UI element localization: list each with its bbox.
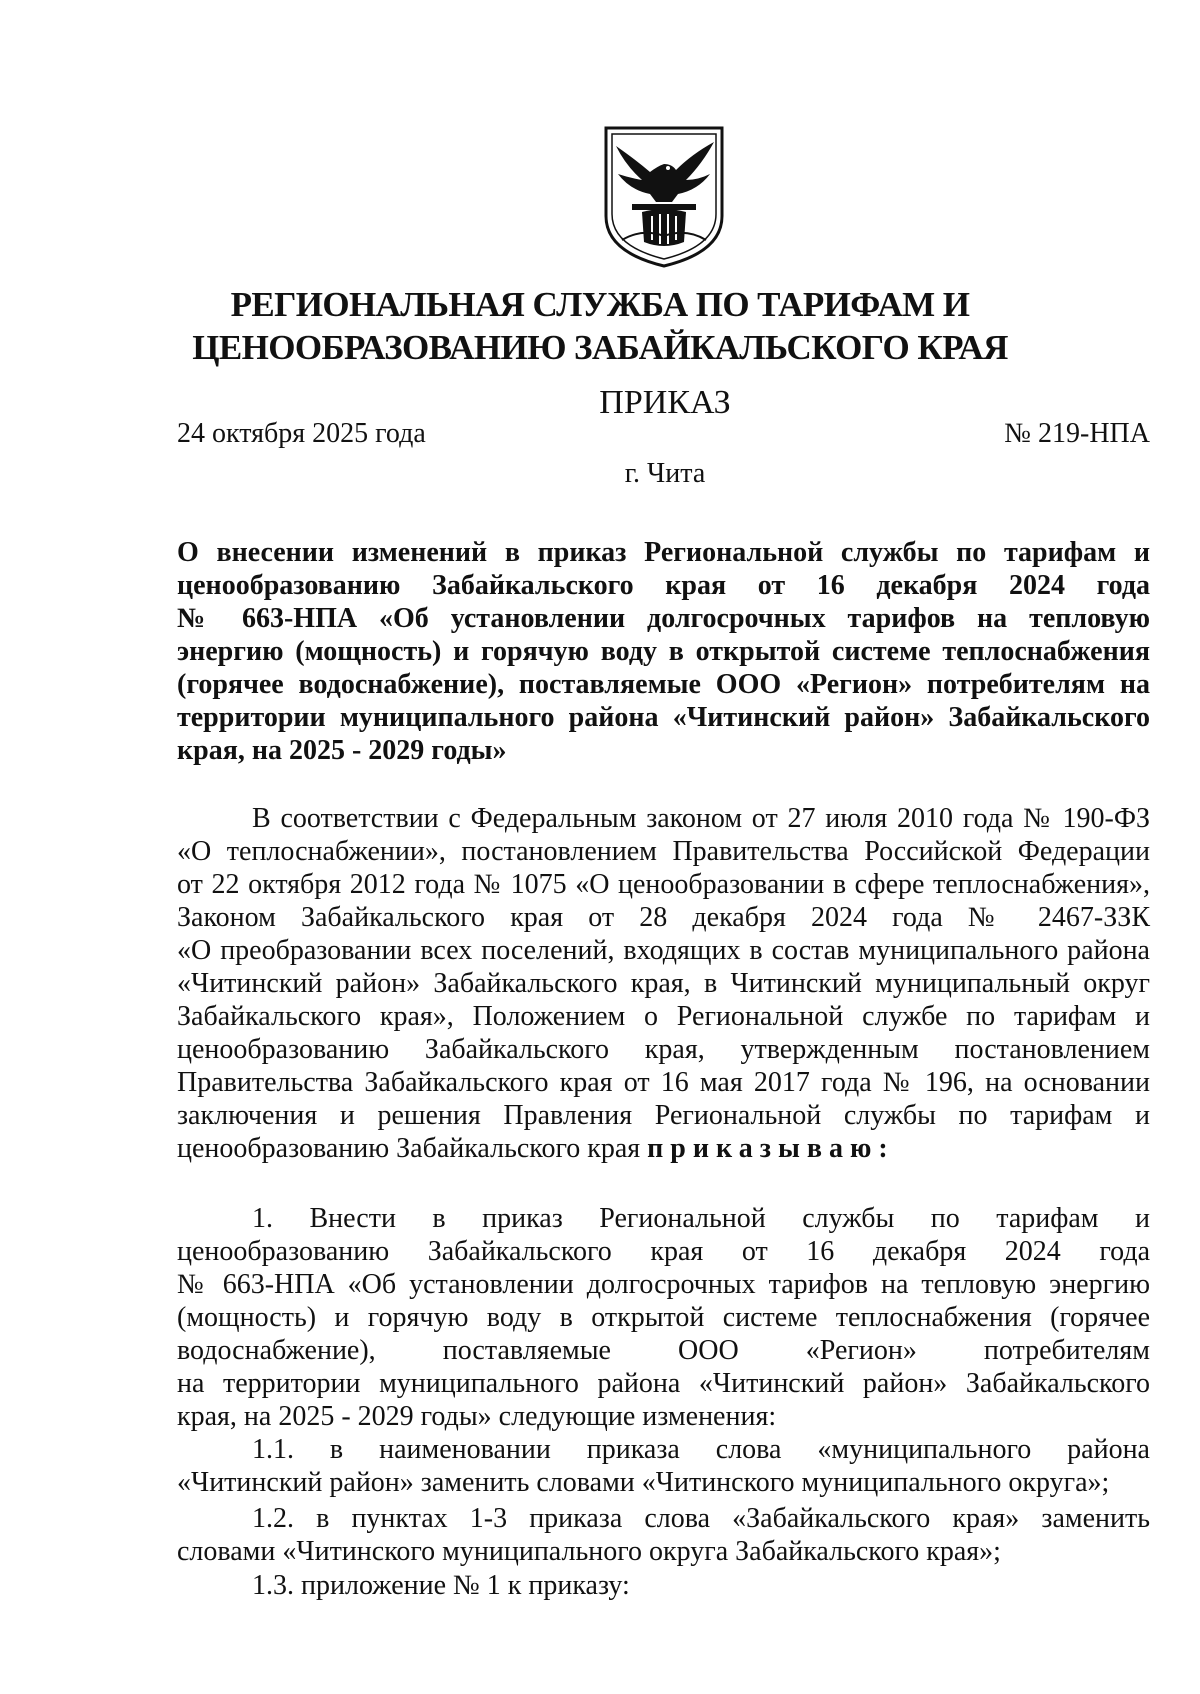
item-1-2-line: 1.2. в пунктах 1-3 приказа слова «Забайкальского края» заменить: [252, 1503, 1150, 1534]
title-line: энергию (мощность) и горячую воду в открытой системе теплоснабжения: [177, 636, 1150, 667]
item-1-1-line: 1.1. в наименовании приказа слова «муниципального района: [252, 1434, 1150, 1465]
document-number: № 219-НПА: [1004, 418, 1150, 449]
preamble-line: Законом Забайкальского края от 28 декабря 2024 года № 2467-ЗЗК: [177, 902, 1150, 933]
preamble-line: «О преобразовании всех поселений, входящих в состав муниципального района: [177, 935, 1150, 966]
preamble-line: Правительства Забайкальского края от 16 мая 2017 года № 196, на основании: [177, 1067, 1150, 1098]
preamble-line: «Читинский район» Забайкальского края, в Читинский муниципальный округ: [177, 968, 1150, 999]
coat-of-arms-icon: [602, 124, 726, 270]
preamble-last-line: [177, 1132, 1150, 1165]
preamble-line: В соответствии с Федеральным законом от 27 июля 2010 года № 190-ФЗ: [252, 803, 1150, 834]
title-line: № 663-НПА «Об установлении долгосрочных тарифов на тепловую: [177, 603, 1150, 634]
item-1-line: водоснабжение), поставляемые ООО «Регион» потребителям: [177, 1335, 1150, 1366]
item-1-line: края, на 2025 - 2029 годы» следующие изменения:: [177, 1401, 777, 1432]
item-1-line: (мощность) и горячую воду в открытой системе теплоснабжения (горячее: [177, 1302, 1150, 1333]
preamble-line: «О теплоснабжении», постановлением Правительства Российской Федерации: [177, 836, 1150, 867]
title-line: территории муниципального района «Читинский район» Забайкальского: [177, 702, 1150, 733]
org-name-line-1: РЕГИОНАЛЬНАЯ СЛУЖБА ПО ТАРИФАМ И: [230, 285, 970, 324]
item-1-line: 1. Внести в приказ Региональной службы по тарифам и: [252, 1203, 1150, 1234]
preamble-line: заключения и решения Правления Региональной службы по тарифам и: [177, 1100, 1150, 1131]
preamble-last-text: ценообразованию Забайкальского края: [177, 1133, 648, 1164]
item-1-3-line: 1.3. приложение № 1 к приказу:: [252, 1570, 630, 1601]
item-1-1-line: «Читинский район» заменить словами «Читинского муниципального округа»;: [177, 1467, 1110, 1498]
org-name-line-2: ЦЕНООБРАЗОВАНИЮ ЗАБАЙКАЛЬСКОГО КРАЯ: [192, 328, 1008, 367]
document-city: г. Чита: [624, 458, 706, 489]
preamble-line: Забайкальского края», Положением о Региональной службе по тарифам и: [177, 1001, 1150, 1032]
title-line: О внесении изменений в приказ Региональной службы по тарифам и: [177, 537, 1150, 568]
document-type: ПРИКАЗ: [599, 384, 731, 421]
preamble-line: от 22 октября 2012 года № 1075 «О ценообразовании в сфере теплоснабжения»,: [177, 869, 1150, 900]
item-1-line: № 663-НПА «Об установлении долгосрочных тарифов на тепловую энергию: [177, 1269, 1150, 1300]
title-line: (горячее водоснабжение), поставляемые ООО «Регион» потребителям на: [177, 669, 1150, 700]
decree-word: приказываю:: [647, 1133, 895, 1164]
preamble-line: ценообразованию Забайкальского края, утвержденным постановлением: [177, 1034, 1150, 1065]
item-1-line: на территории муниципального района «Читинский район» Забайкальского: [177, 1368, 1150, 1399]
item-1-line: ценообразованию Забайкальского края от 16 декабря 2024 года: [177, 1236, 1150, 1267]
title-line: ценообразованию Забайкальского края от 16 декабря 2024 года: [177, 570, 1150, 601]
document-date: 24 октября 2025 года: [177, 418, 426, 449]
item-1-2-line: словами «Читинского муниципального округа Забайкальского края»;: [177, 1536, 1001, 1567]
title-line: края, на 2025 - 2029 годы»: [177, 735, 507, 766]
